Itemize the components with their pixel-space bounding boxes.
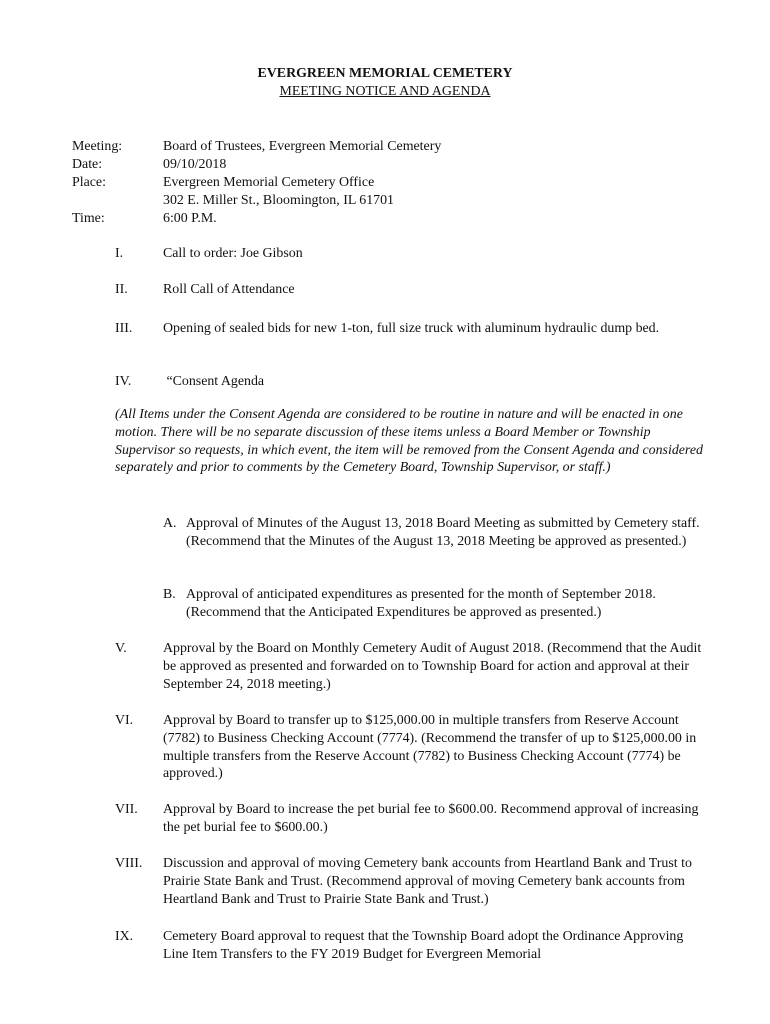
consent-item-text: Approval of Minutes of the August 13, 2018 Board Meeting as submitted by Cemetery staff. (Recommend that the Minutes of the August 13, 2018 Meeting be approved as presented.) [186,516,700,549]
meeting-value: Board of Trustees, Evergreen Memorial Cemetery [163,139,442,154]
meeting-label: Meeting: [72,139,123,154]
place-line1: Evergreen Memorial Cemetery Office [163,175,375,190]
agenda-item-number: II. [115,282,128,297]
agenda-item-number: VIII. [115,856,143,871]
document-title: EVERGREEN MEMORIAL CEMETERY [257,66,513,81]
agenda-item-text: Call to order: Joe Gibson [163,246,303,261]
document-subtitle: MEETING NOTICE AND AGENDA [279,84,491,99]
date-label: Date: [72,157,103,172]
consent-item-letter: B. [163,587,176,602]
agenda-item-text: Roll Call of Attendance [163,282,295,297]
agenda-item-text: Cemetery Board approval to request that the Township Board adopt the Ordinance Approving Line Item Transfers to the FY 2019 Budget for Evergreen Memorial [163,929,684,962]
agenda-item-number: III. [115,321,133,336]
agenda-item-number: V. [115,641,127,656]
agenda-item-number: IV. [115,374,132,389]
agenda-item-number: VI. [115,713,134,728]
agenda-item-text: Approval by the Board on Monthly Cemetery Audit of August 2018. (Recommend that the Audit be approved as presented and forwarded on to Township Board for action and approval at their September 24, 2018 meeting.) [163,641,702,692]
time-value: 6:00 P.M. [163,211,217,226]
consent-item-text: Approval of anticipated expenditures as presented for the month of September 2018. (Recommend that the Anticipated Expenditures be approved as presented.) [186,587,656,620]
agenda-item-text: Opening of sealed bids for new 1-ton, full size truck with aluminum hydraulic dump bed. [163,321,660,336]
agenda-item-text: Approval by Board to transfer up to $125,000.00 in multiple transfers from Reserve Account (7782) to Business Checking Account (7774). (Recommend the transfer of up to $125,000.00 in multiple transfers from the Reserve Account (7782) to Business Checking Account (7774) be approved.) [163,713,697,782]
agenda-item-number: I. [115,246,124,261]
consent-item-letter: A. [163,516,177,531]
agenda-item-text: Discussion and approval of moving Cemetery bank accounts from Heartland Bank and Trust to Prairie State Bank and Trust. (Recommend approval of moving Cemetery bank accounts from Heartland Bank and Trust to Prairie State Bank and Trust.) [163,856,692,907]
place-line2: 302 E. Miller St., Bloomington, IL 61701 [163,193,394,208]
agenda-item-number: IX. [115,929,134,944]
agenda-item-text: Approval by Board to increase the pet burial fee to $600.00. Recommend approval of increasing the pet burial fee to $600.00.) [163,802,699,835]
place-label: Place: [72,175,106,190]
agenda-item-number: VII. [115,802,138,817]
consent-agenda-note: (All Items under the Consent Agenda are considered to be routine in nature and will be enacted in one motion. There will be no separate discussion of these items unless a Board Member or Township Supervisor so requests, in which event, the item will be removed from the Consent Agenda and considered separately and prior to comments by the Cemetery Board, Township Supervisor, or staff.) [115,407,703,476]
time-label: Time: [72,211,105,226]
agenda-item-text: “Consent Agenda [163,374,265,389]
date-value: 09/10/2018 [163,157,227,172]
